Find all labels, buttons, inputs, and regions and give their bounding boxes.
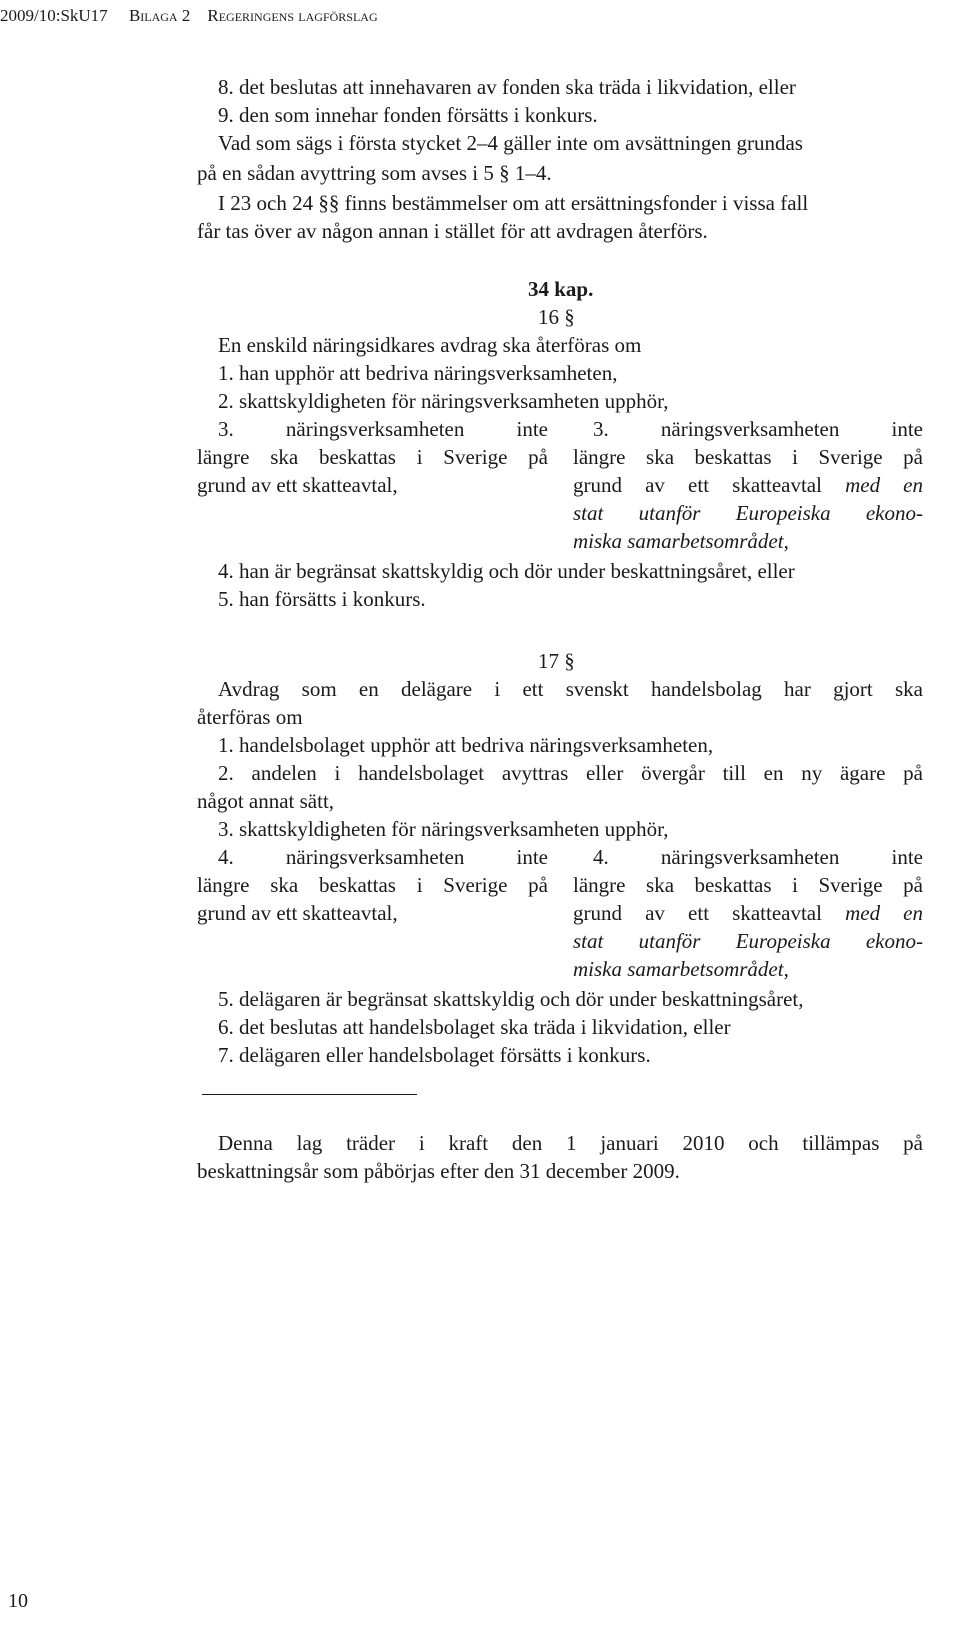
running-header bbox=[0, 6, 378, 26]
s17-right-col-line: längre ska beskattas i Sverige på bbox=[573, 873, 923, 897]
s17-item-3: 3. skattskyldigheten för näringsverksamheten upphör, bbox=[218, 817, 669, 841]
s17-item-5: 5. delägaren är begränsat skattskyldig och dör under beskattningsåret, bbox=[218, 987, 804, 1011]
section-17-heading: 17 § bbox=[538, 649, 575, 673]
s17-right-col-line: 4. näringsverksamheten inte bbox=[593, 845, 923, 869]
s17-left-col-line: 4. näringsverksamheten inte bbox=[218, 845, 548, 869]
s17-right-amendment: stat utanför Europeiska ekono- bbox=[573, 929, 923, 953]
s16-item-5: 5. han försätts i konkurs. bbox=[218, 587, 426, 611]
paragraph-line: I 23 och 24 §§ finns bestämmelser om att ersättningsfonder i vissa fall bbox=[218, 191, 809, 215]
s16-right-amendment: stat utanför Europeiska ekono- bbox=[573, 501, 923, 525]
s17-item-2: 2. andelen i handelsbolaget avyttras eller övergår till en ny ägare på bbox=[218, 761, 923, 785]
s17-right-col-line bbox=[573, 900, 923, 926]
s16-right-plain: grund av ett skatteavtal bbox=[573, 473, 822, 497]
header-title: Regeringens lagförslag bbox=[207, 6, 378, 25]
section-16-heading: 16 § bbox=[538, 305, 575, 329]
page-number: 10 bbox=[8, 1590, 28, 1612]
section-17-intro: Avdrag som en delägare i ett svenskt handelsbolag har gjort ska bbox=[218, 677, 923, 701]
s17-item-2: något annat sätt, bbox=[197, 789, 335, 813]
s16-item-1: 1. han upphör att bedriva näringsverksamheten, bbox=[218, 361, 618, 385]
section-17-intro: återföras om bbox=[197, 705, 303, 729]
s17-item-6: 6. det beslutas att handelsbolaget ska träda i likvidation, eller bbox=[218, 1015, 731, 1039]
s16-right-amendment: med en bbox=[845, 473, 924, 497]
s17-right-amendment: med en bbox=[845, 901, 924, 925]
s16-right-col-line bbox=[573, 472, 923, 498]
s17-left-col-line: grund av ett skatteavtal, bbox=[197, 901, 398, 925]
s16-item-4: 4. han är begränsat skattskyldig och dör under beskattningsåret, eller bbox=[218, 559, 795, 583]
section-16-intro: En enskild näringsidkares avdrag ska återföras om bbox=[218, 333, 642, 357]
s16-right-amendment-end: miska samarbetsområdet, bbox=[573, 529, 789, 553]
s16-left-col-line: 3. näringsverksamheten inte bbox=[218, 417, 548, 441]
s17-item-7: 7. delägaren eller handelsbolaget försätts i konkurs. bbox=[218, 1043, 651, 1067]
s17-left-col-line: längre ska beskattas i Sverige på bbox=[197, 873, 548, 897]
item-9: 9. den som innehar fonden försätts i konkurs. bbox=[218, 103, 598, 127]
paragraph-line: på en sådan avyttring som avses i 5 § 1–4. bbox=[197, 161, 552, 185]
bilaga-label: Bilaga 2 bbox=[128, 6, 191, 25]
entry-into-force: beskattningsår som påbörjas efter den 31 december 2009. bbox=[197, 1159, 680, 1183]
entry-into-force: Denna lag träder i kraft den 1 januari 2010 och tillämpas på bbox=[218, 1131, 923, 1155]
s16-right-col-line: 3. näringsverksamheten inte bbox=[593, 417, 923, 441]
item-8: 8. det beslutas att innehavaren av fonden ska träda i likvidation, eller bbox=[218, 75, 796, 99]
s16-item-2: 2. skattskyldigheten för näringsverksamheten upphör, bbox=[218, 389, 669, 413]
s17-right-plain: grund av ett skatteavtal bbox=[573, 901, 822, 925]
section-divider bbox=[202, 1094, 417, 1095]
s16-left-col-line: längre ska beskattas i Sverige på bbox=[197, 445, 548, 469]
chapter-heading: 34 kap. bbox=[528, 277, 594, 301]
s17-right-amendment-end: miska samarbetsområdet, bbox=[573, 957, 789, 981]
paragraph-line: får tas över av någon annan i stället för att avdragen återförs. bbox=[197, 219, 708, 243]
s16-left-col-line: grund av ett skatteavtal, bbox=[197, 473, 398, 497]
document-id: 2009/10:SkU17 bbox=[0, 6, 108, 25]
paragraph-line: Vad som sägs i första stycket 2–4 gäller inte om avsättningen grundas bbox=[218, 131, 803, 155]
s17-item-1: 1. handelsbolaget upphör att bedriva näringsverksamheten, bbox=[218, 733, 714, 757]
s16-right-col-line: längre ska beskattas i Sverige på bbox=[573, 445, 923, 469]
